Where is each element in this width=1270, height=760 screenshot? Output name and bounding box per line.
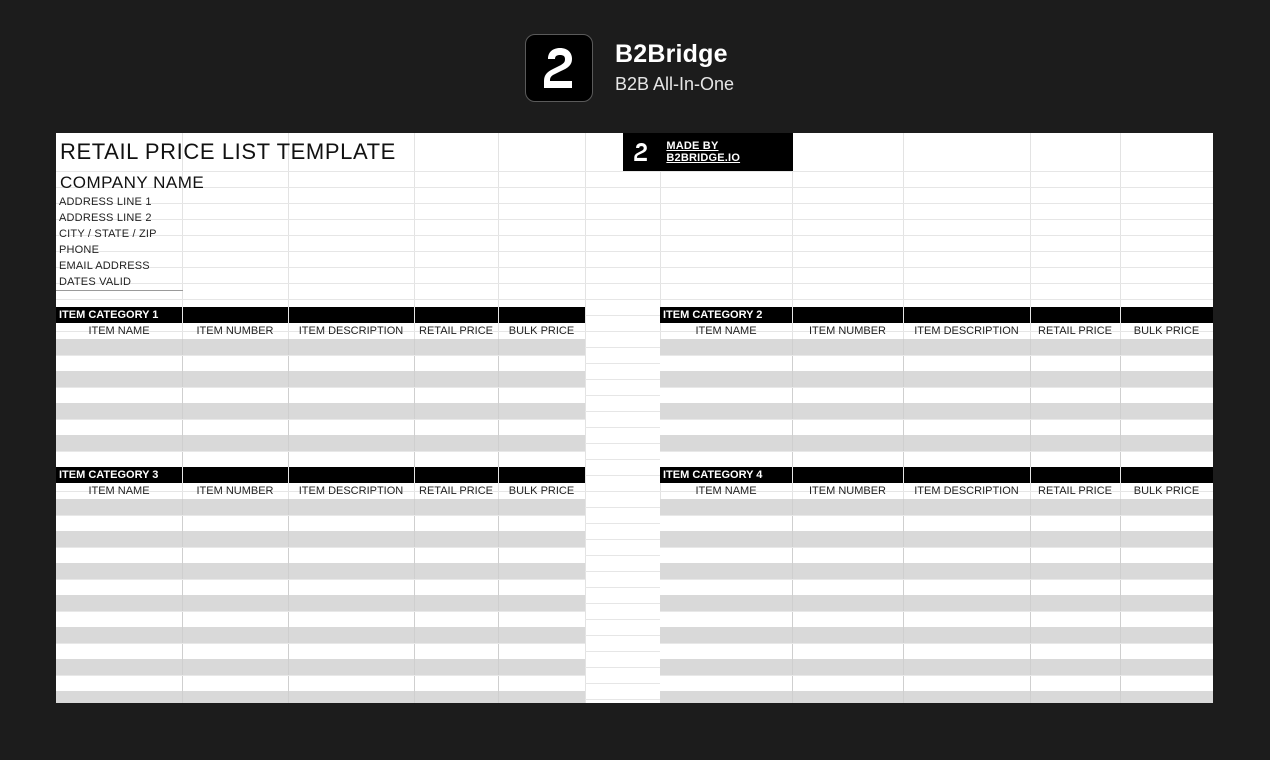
cell-divider — [414, 531, 415, 547]
cell-divider — [182, 563, 183, 579]
cell-divider — [1030, 563, 1031, 579]
cell-divider — [1120, 659, 1121, 675]
cell-divider — [414, 676, 415, 692]
cell-divider — [288, 563, 289, 579]
dates-valid-label[interactable]: DATES VALID — [59, 276, 132, 288]
table-row[interactable] — [56, 387, 585, 403]
cell-divider — [414, 548, 415, 564]
table-row[interactable] — [56, 403, 585, 419]
cell-divider — [498, 531, 499, 547]
cell-divider — [1120, 676, 1121, 692]
cell-divider — [414, 403, 415, 419]
cell-divider — [498, 627, 499, 643]
cell-divider — [1030, 403, 1031, 419]
table-row[interactable] — [660, 371, 1213, 387]
cell-divider — [288, 452, 289, 468]
cell-divider — [903, 516, 904, 532]
cell-divider — [1120, 403, 1121, 419]
cell-divider — [288, 548, 289, 564]
bar-divider — [182, 467, 183, 483]
cell-divider — [498, 676, 499, 692]
table-row[interactable] — [56, 531, 585, 547]
grid-row-line — [56, 171, 1213, 172]
company-name-cell[interactable]: COMPANY NAME — [60, 173, 205, 192]
cell-divider — [288, 371, 289, 387]
cell-divider — [903, 580, 904, 596]
cell-divider — [288, 676, 289, 692]
cell-divider — [498, 548, 499, 564]
cell-divider — [792, 612, 793, 628]
table-row[interactable] — [56, 643, 585, 659]
cell-divider — [498, 452, 499, 468]
bar-divider — [1030, 467, 1031, 483]
grid-row-line — [56, 219, 1213, 220]
cell-divider — [498, 403, 499, 419]
col-bulk-price[interactable]: BULK PRICE — [1133, 485, 1200, 497]
cell-divider — [182, 548, 183, 564]
cell-divider — [498, 612, 499, 628]
cell-divider — [903, 388, 904, 404]
cell-divider — [903, 452, 904, 468]
col-item-description[interactable]: ITEM DESCRIPTION — [914, 485, 1019, 497]
brand-tagline: B2B All-In-One — [615, 74, 735, 94]
cell-divider — [414, 356, 415, 372]
cell-divider — [1120, 531, 1121, 547]
col-item-description[interactable]: ITEM DESCRIPTION — [298, 325, 404, 337]
cell-divider — [498, 499, 499, 515]
cell-divider — [288, 356, 289, 372]
cell-divider — [288, 627, 289, 643]
cell-divider — [903, 371, 904, 387]
cell-divider — [792, 627, 793, 643]
cell-divider — [792, 563, 793, 579]
col-item-number[interactable]: ITEM NUMBER — [196, 485, 274, 497]
table-row[interactable] — [56, 691, 585, 703]
cell-divider — [414, 644, 415, 660]
cell-divider — [182, 676, 183, 692]
brand-header — [525, 33, 734, 103]
table-row[interactable] — [660, 579, 1213, 595]
grid-row-line — [56, 187, 1213, 188]
cell-divider — [1030, 516, 1031, 532]
cell-divider — [414, 388, 415, 404]
col-item-name[interactable]: ITEM NAME — [695, 485, 757, 497]
cell-divider — [1120, 499, 1121, 515]
col-item-name[interactable]: ITEM NAME — [695, 325, 757, 337]
cell-divider — [903, 644, 904, 660]
table-row[interactable] — [56, 595, 585, 611]
cell-divider — [1030, 371, 1031, 387]
cell-divider — [1120, 580, 1121, 596]
cell-divider — [288, 420, 289, 436]
cell-divider — [414, 627, 415, 643]
b2bridge-logo-icon — [525, 34, 593, 102]
cell-divider — [414, 371, 415, 387]
grid-row-line — [56, 267, 1213, 268]
cell-divider — [903, 627, 904, 643]
col-item-number[interactable]: ITEM NUMBER — [809, 325, 886, 337]
col-bulk-price[interactable]: BULK PRICE — [1133, 325, 1200, 337]
cell-divider — [1030, 356, 1031, 372]
cell-divider — [498, 356, 499, 372]
brand-name: B2Bridge — [615, 40, 728, 68]
cell-divider — [1030, 691, 1031, 703]
category-header-bar — [56, 467, 585, 483]
table-row[interactable] — [56, 611, 585, 627]
bar-divider — [182, 307, 183, 323]
bar-divider — [792, 307, 793, 323]
made-by-banner[interactable] — [623, 133, 793, 171]
bar-divider — [498, 467, 499, 483]
cell-divider — [182, 627, 183, 643]
cell-divider — [182, 371, 183, 387]
cell-divider — [414, 435, 415, 451]
sheet-title[interactable]: RETAIL PRICE LIST TEMPLATE — [60, 139, 396, 164]
bar-divider — [414, 307, 415, 323]
cell-divider — [792, 580, 793, 596]
bar-divider — [903, 467, 904, 483]
column-headers — [660, 483, 1213, 499]
cell-divider — [182, 644, 183, 660]
bar-divider — [288, 307, 289, 323]
bar-divider — [288, 467, 289, 483]
grid-row-line — [56, 299, 1213, 300]
cell-divider — [1120, 644, 1121, 660]
category-title[interactable]: ITEM CATEGORY 2 — [663, 309, 763, 321]
table-row[interactable] — [56, 515, 585, 531]
table-row[interactable] — [660, 419, 1213, 435]
cell-divider — [182, 612, 183, 628]
cell-divider — [414, 452, 415, 468]
table-row[interactable] — [660, 451, 1213, 467]
bar-divider — [1120, 467, 1121, 483]
cell-divider — [1120, 356, 1121, 372]
cell-divider — [182, 580, 183, 596]
cell-divider — [792, 531, 793, 547]
col-item-name[interactable]: ITEM NAME — [88, 325, 150, 337]
cell-divider — [1030, 435, 1031, 451]
cell-divider — [1030, 548, 1031, 564]
grid-row-line — [56, 203, 1213, 204]
col-item-number[interactable]: ITEM NUMBER — [809, 485, 886, 497]
cell-divider — [498, 371, 499, 387]
cell-divider — [792, 420, 793, 436]
cell-divider — [288, 403, 289, 419]
grid-row-line — [56, 283, 1213, 284]
table-row[interactable] — [660, 355, 1213, 371]
col-retail-price[interactable]: RETAIL PRICE — [419, 325, 493, 337]
cell-divider — [1030, 452, 1031, 468]
cell-divider — [288, 595, 289, 611]
bar-divider — [414, 467, 415, 483]
table-row[interactable] — [660, 339, 1213, 355]
cell-divider — [1120, 627, 1121, 643]
table-row[interactable] — [660, 643, 1213, 659]
table-row[interactable] — [660, 659, 1213, 675]
cell-divider — [1120, 371, 1121, 387]
table-row[interactable] — [56, 355, 585, 371]
table-row[interactable] — [660, 691, 1213, 703]
cell-divider — [1030, 339, 1031, 355]
cell-divider — [792, 356, 793, 372]
table-row[interactable] — [56, 451, 585, 467]
cell-divider — [288, 612, 289, 628]
cell-divider — [182, 499, 183, 515]
cell-divider — [182, 403, 183, 419]
cell-divider — [182, 420, 183, 436]
cell-divider — [1030, 580, 1031, 596]
cell-divider — [414, 563, 415, 579]
table-row[interactable] — [56, 371, 585, 387]
table-row[interactable] — [660, 611, 1213, 627]
table-row[interactable] — [660, 563, 1213, 579]
table-row[interactable] — [660, 403, 1213, 419]
cell-divider — [414, 612, 415, 628]
cell-divider — [288, 435, 289, 451]
category-header-bar — [56, 307, 585, 323]
cell-divider — [903, 612, 904, 628]
cell-divider — [288, 691, 289, 703]
cell-divider — [182, 388, 183, 404]
cell-divider — [414, 339, 415, 355]
col-item-description[interactable]: ITEM DESCRIPTION — [914, 325, 1019, 337]
cell-divider — [1030, 612, 1031, 628]
cell-divider — [288, 499, 289, 515]
col-bulk-price[interactable]: BULK PRICE — [508, 325, 575, 337]
cell-divider — [182, 339, 183, 355]
column-headers — [660, 323, 1213, 339]
cell-divider — [1030, 499, 1031, 515]
cell-divider — [182, 691, 183, 703]
cell-divider — [498, 388, 499, 404]
cell-divider — [498, 580, 499, 596]
cell-divider — [792, 644, 793, 660]
cell-divider — [1030, 420, 1031, 436]
category-title[interactable]: ITEM CATEGORY 1 — [59, 309, 159, 321]
col-item-number[interactable]: ITEM NUMBER — [196, 325, 274, 337]
table-row[interactable] — [56, 339, 585, 355]
cell-divider — [498, 516, 499, 532]
table-row[interactable] — [56, 563, 585, 579]
column-headers — [56, 483, 585, 499]
cell-divider — [1120, 516, 1121, 532]
cell-divider — [414, 420, 415, 436]
cell-divider — [903, 691, 904, 703]
table-row[interactable] — [660, 547, 1213, 563]
col-item-description[interactable]: ITEM DESCRIPTION — [298, 485, 404, 497]
table-row[interactable] — [660, 531, 1213, 547]
col-retail-price[interactable]: RETAIL PRICE — [1038, 485, 1112, 497]
cell-divider — [182, 516, 183, 532]
cell-divider — [1120, 595, 1121, 611]
table-row[interactable] — [660, 675, 1213, 691]
table-row[interactable] — [56, 675, 585, 691]
cell-divider — [1030, 644, 1031, 660]
email-address-label[interactable]: EMAIL ADDRESS — [59, 260, 150, 272]
cell-divider — [498, 339, 499, 355]
cell-divider — [903, 339, 904, 355]
cell-divider — [182, 595, 183, 611]
cell-divider — [1030, 388, 1031, 404]
table-row[interactable] — [56, 659, 585, 675]
cell-divider — [903, 531, 904, 547]
made-by-link[interactable]: MADE BY B2BRIDGE.IO — [666, 140, 741, 164]
cell-divider — [1030, 595, 1031, 611]
cell-divider — [182, 531, 183, 547]
table-row[interactable] — [660, 515, 1213, 531]
cell-divider — [903, 676, 904, 692]
cell-divider — [498, 420, 499, 436]
bar-divider — [792, 467, 793, 483]
cell-divider — [1120, 435, 1121, 451]
cell-divider — [182, 356, 183, 372]
cell-divider — [792, 676, 793, 692]
cell-divider — [903, 595, 904, 611]
category-title[interactable]: ITEM CATEGORY 3 — [59, 469, 159, 481]
dates-valid-underline — [56, 290, 183, 291]
cell-divider — [288, 516, 289, 532]
table-row[interactable] — [660, 499, 1213, 515]
cell-divider — [1120, 420, 1121, 436]
bar-divider — [1120, 307, 1121, 323]
cell-divider — [792, 691, 793, 703]
cell-divider — [498, 435, 499, 451]
table-row[interactable] — [56, 419, 585, 435]
cell-divider — [498, 595, 499, 611]
cell-divider — [288, 388, 289, 404]
category-title[interactable]: ITEM CATEGORY 4 — [663, 469, 763, 481]
category-header-bar — [660, 307, 1213, 323]
col-retail-price[interactable]: RETAIL PRICE — [1038, 325, 1112, 337]
cell-divider — [792, 499, 793, 515]
col-bulk-price[interactable]: BULK PRICE — [508, 485, 575, 497]
cell-divider — [288, 644, 289, 660]
cell-divider — [1120, 563, 1121, 579]
cell-divider — [414, 516, 415, 532]
cell-divider — [792, 548, 793, 564]
cell-divider — [792, 452, 793, 468]
cell-divider — [903, 548, 904, 564]
cell-divider — [288, 339, 289, 355]
address-line-1-label[interactable]: ADDRESS LINE 1 — [59, 196, 152, 208]
cell-divider — [498, 659, 499, 675]
cell-divider — [1120, 339, 1121, 355]
cell-divider — [414, 691, 415, 703]
table-row[interactable] — [660, 387, 1213, 403]
cell-divider — [498, 691, 499, 703]
cell-divider — [792, 403, 793, 419]
cell-divider — [288, 531, 289, 547]
city-state-zip-label[interactable]: CITY / STATE / ZIP — [59, 228, 157, 240]
cell-divider — [1030, 627, 1031, 643]
cell-divider — [792, 388, 793, 404]
table-row[interactable] — [660, 627, 1213, 643]
phone-label[interactable]: PHONE — [59, 244, 100, 256]
cell-divider — [792, 659, 793, 675]
cell-divider — [498, 563, 499, 579]
cell-divider — [903, 420, 904, 436]
cell-divider — [1120, 548, 1121, 564]
cell-divider — [903, 499, 904, 515]
cell-divider — [414, 659, 415, 675]
b2bridge-mini-logo-icon — [623, 133, 658, 171]
cell-divider — [903, 356, 904, 372]
cell-divider — [1030, 531, 1031, 547]
cell-divider — [414, 499, 415, 515]
cell-divider — [903, 435, 904, 451]
cell-divider — [1120, 388, 1121, 404]
cell-divider — [414, 580, 415, 596]
cell-divider — [1120, 612, 1121, 628]
grid-row-line — [56, 235, 1213, 236]
table-row[interactable] — [660, 435, 1213, 451]
cell-divider — [1120, 452, 1121, 468]
table-row[interactable] — [56, 547, 585, 563]
col-retail-price[interactable]: RETAIL PRICE — [419, 485, 493, 497]
grid-row-line — [56, 251, 1213, 252]
bar-divider — [903, 307, 904, 323]
table-row[interactable] — [56, 435, 585, 451]
cell-divider — [414, 595, 415, 611]
cell-divider — [182, 452, 183, 468]
column-headers — [56, 323, 585, 339]
cell-divider — [1120, 691, 1121, 703]
bar-divider — [498, 307, 499, 323]
cell-divider — [903, 659, 904, 675]
cell-divider — [1030, 659, 1031, 675]
table-row[interactable] — [56, 627, 585, 643]
col-item-name[interactable]: ITEM NAME — [88, 485, 150, 497]
cell-divider — [792, 371, 793, 387]
cell-divider — [182, 659, 183, 675]
spreadsheet[interactable] — [56, 133, 1213, 703]
cell-divider — [182, 435, 183, 451]
bar-divider — [1030, 307, 1031, 323]
cell-divider — [288, 580, 289, 596]
cell-divider — [1030, 676, 1031, 692]
table-row[interactable] — [56, 499, 585, 515]
cell-divider — [288, 659, 289, 675]
table-row[interactable] — [56, 579, 585, 595]
cell-divider — [498, 644, 499, 660]
brand-text — [615, 40, 734, 96]
category-header-bar — [660, 467, 1213, 483]
address-line-2-label[interactable]: ADDRESS LINE 2 — [59, 212, 152, 224]
cell-divider — [792, 435, 793, 451]
cell-divider — [903, 563, 904, 579]
cell-divider — [903, 403, 904, 419]
cell-divider — [792, 516, 793, 532]
cell-divider — [792, 595, 793, 611]
cell-divider — [792, 339, 793, 355]
table-row[interactable] — [660, 595, 1213, 611]
